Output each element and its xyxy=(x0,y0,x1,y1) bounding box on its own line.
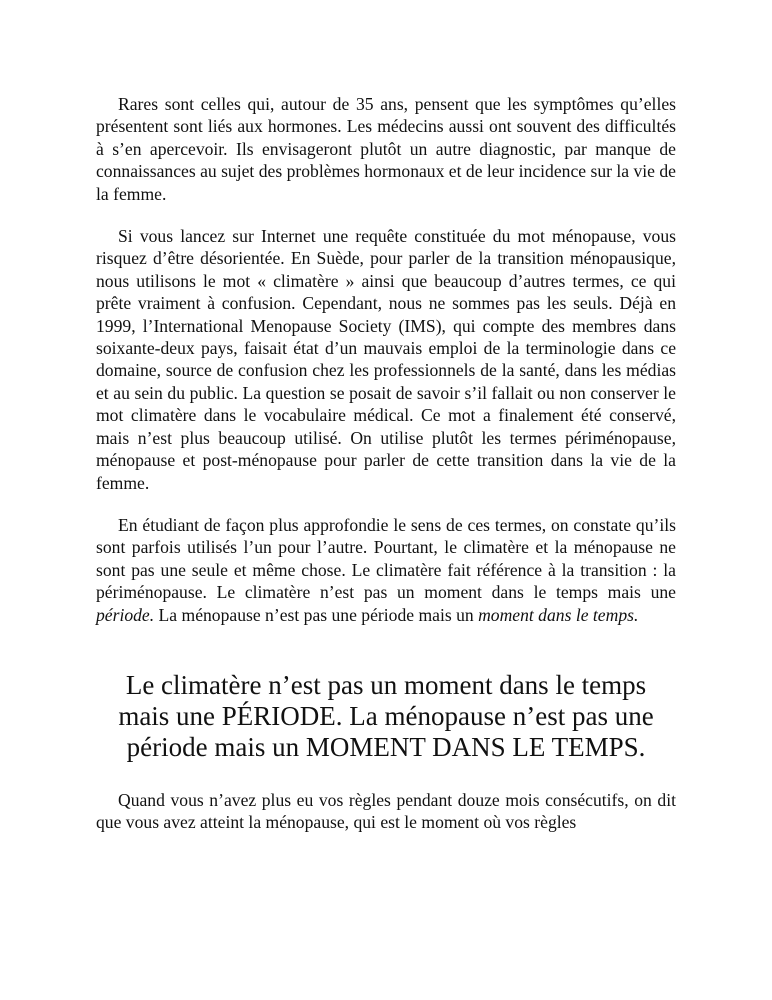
paragraph-climatere-text-2: La ménopause n’est pas une période mais un xyxy=(154,604,479,625)
pull-quote: Le climatère n’est pas un moment dans le temps mais une PÉRIODE. La ménopause n’est pas une période mais un MOMENT DANS LE TEMPS. xyxy=(118,669,654,762)
paragraph-terminology: Si vous lancez sur Internet une requête constituée du mot ménopause, vous risquez d’être désorientée. En Suède, pour parler de la transition ménopausique, nous utilisons le mot « climatère » ainsi que beaucoup d’autres termes, ce qui prête vraiment à confusion. Cependant, nous ne sommes pas les seuls. Déjà en 1999, l’International Menopause Society (IMS), qui compte des membres dans soixante-deux pays, faisait état d’un mauvais emploi de la terminologie dans ce domaine, source de confusion chez les professionnels de la santé, dans les médias et au sein du public. La question se posait de savoir s’il fallait ou non conserver le mot climatère dans le vocabulaire médical. Ce mot a finalement été conservé, mais n’est plus beaucoup utilisé. On utilise plutôt les termes périménopause, ménopause et post-ménopause pour parler de cette transition dans la vie de la femme. xyxy=(96,226,676,493)
italic-periode: période. xyxy=(96,604,155,625)
paragraph-hormones: Rares sont celles qui, autour de 35 ans, pensent que les symptômes qu’elles présentent sont liés aux hormones. Les médecins aussi ont souvent des difficultés à s’en apercevoir. Ils envisageront plutôt un autre diagnostic, par manque de connaissances au sujet des problèmes hormonaux et de leur incidence sur la vie de la femme. xyxy=(96,94,676,204)
italic-moment: moment dans le temps. xyxy=(478,604,639,625)
paragraph-spacer xyxy=(96,205,676,225)
pull-quote-spacer xyxy=(96,763,676,789)
page-body xyxy=(96,93,676,834)
paragraph-climatere xyxy=(96,514,676,626)
paragraph-climatere-text-1: En étudiant de façon plus approfondie le sens de ces termes, on constate qu’ils sont parfois utilisés l’un pour l’autre. Pourtant, le climatère et la ménopause ne sont pas une seule et même chose. Le climatère fait référence à la transition : la périménopause. Le climatère n’est pas un moment dans le temps mais une xyxy=(96,514,676,603)
paragraph-menopause-definition: Quand vous n’avez plus eu vos règles pendant douze mois consécutifs, on dit que vous avez atteint la ménopause, qui est le moment où vos règles xyxy=(96,789,676,833)
paragraph-spacer xyxy=(96,494,676,514)
